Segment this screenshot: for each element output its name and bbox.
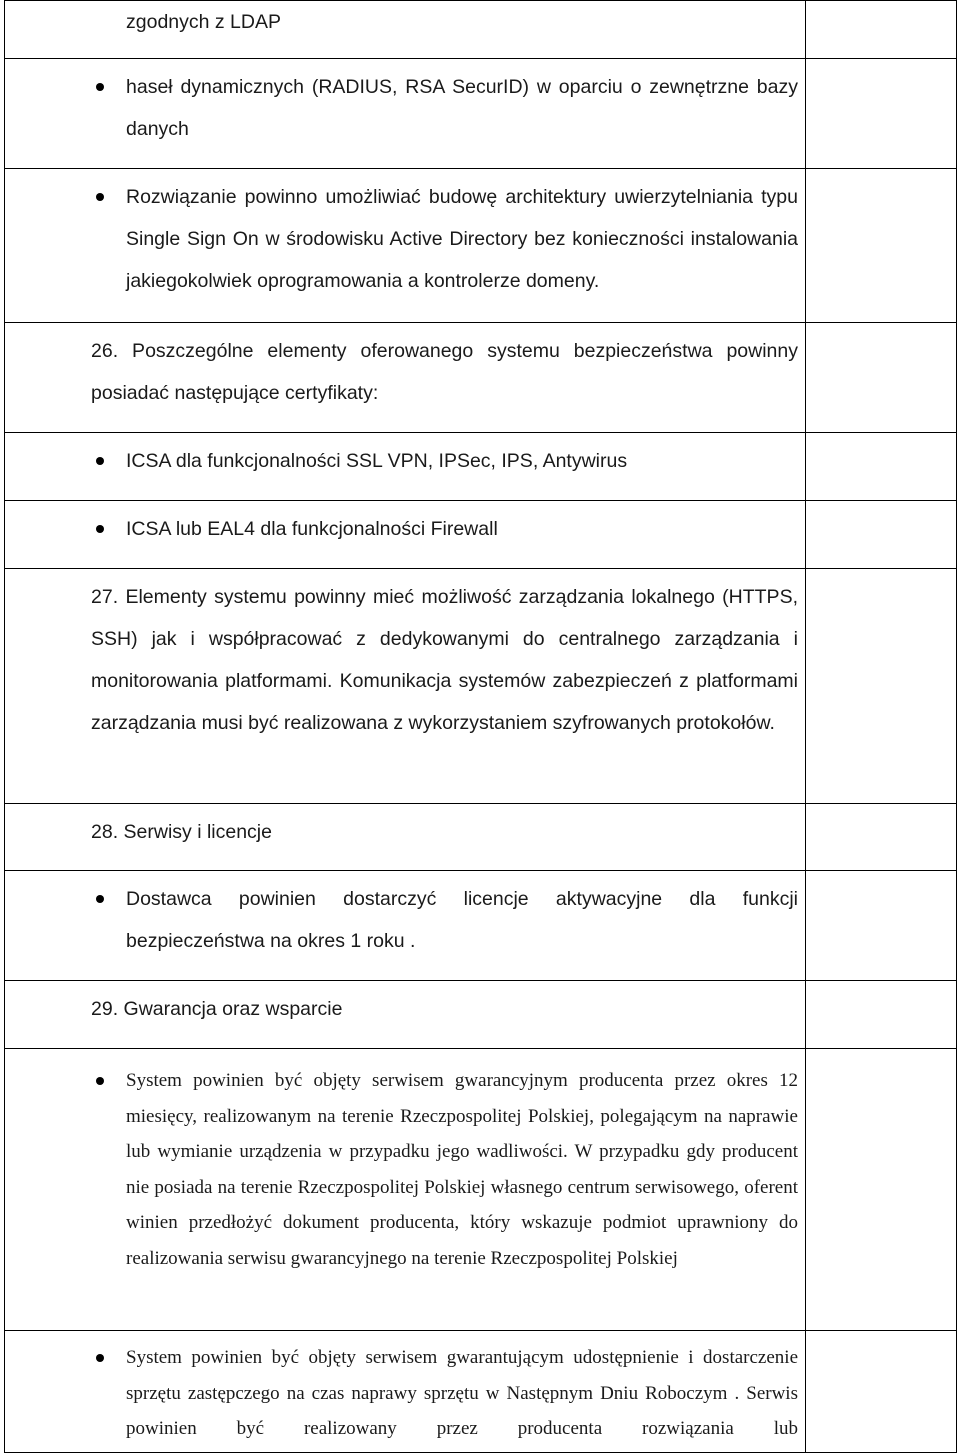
table-row [5,59,957,169]
table-row [5,804,957,871]
numbered-requirement: 28. Serwisy i licencje [91,821,272,843]
requirement-cell [5,569,806,804]
bullet-item: System powinien być objęty serwisem gwarantującym udostępnienie i dostarczenie sprzętu zastępczego na czas naprawy sprzętu w Następnym Dniu Roboczym . Serwis powinien być realizowany przez producenta rozwiązania lub [5,1331,805,1447]
continuation-text: zgodnych z LDAP [126,11,282,33]
requirement-cell [5,1331,806,1453]
response-cell [806,871,957,981]
table-row [5,323,957,433]
response-cell [806,501,957,569]
response-cell [806,1331,957,1453]
response-cell [806,1,957,59]
response-cell [806,169,957,323]
bullet-item: System powinien być objęty serwisem gwarancyjnym producenta przez okres 12 miesięcy, realizowanym na terenie Rzeczpospolitej Polskiej, polegającym na naprawie lub wymianie urządzenia w przypadku jego wadliwości. W przypadku gdy producent nie posiada na terenie Rzeczpospolitej Polskiej własnego centrum serwisowego, oferent winien przedłożyć dokument producenta, który wskazuje podmiot uprawniony do realizowania serwisu gwarancyjnego na terenie Rzeczpospolitej Polskiej [5,1049,805,1276]
requirement-cell [5,981,806,1049]
table-row [5,1049,957,1331]
table-row [5,169,957,323]
requirement-cell [5,871,806,981]
response-cell [806,323,957,433]
numbered-requirement: 27. Elementy systemu powinny mieć możliwość zarządzania lokalnego (HTTPS, SSH) jak i współpracować z dedykowanymi do centralnego zarządzania i monitorowania platformami. Komunikacja systemów zabezpieczeń z platformami zarządzania musi być realizowana z wykorzystaniem szyfrowanych protokołów. [91,586,798,734]
table-row [5,501,957,569]
response-cell [806,804,957,871]
numbered-requirement: 29. Gwarancja oraz wsparcie [91,998,343,1020]
bullet-item: haseł dynamicznych (RADIUS, RSA SecurID) w oparciu o zewnętrzne bazy danych [5,59,805,150]
response-cell [806,433,957,501]
bullet-item: Rozwiązanie powinno umożliwiać budowę architektury uwierzytelniania typu Single Sign On w środowisku Active Directory bez konieczności instalowania jakiegokolwiek oprogramowania a kontrolerze domeny. [5,169,805,302]
table-row [5,433,957,501]
table-row [5,1331,957,1453]
requirement-cell [5,501,806,569]
requirement-cell [5,323,806,433]
requirement-cell [5,169,806,323]
bullet-item: Dostawca powinien dostarczyć licencje aktywacyjne dla funkcji bezpieczeństwa na okres 1 roku . [5,871,805,962]
requirement-cell [5,1049,806,1331]
requirement-cell [5,1,806,59]
response-cell [806,569,957,804]
bullet-item: ICSA lub EAL4 dla funkcjonalności Firewall [5,501,805,550]
response-cell [806,59,957,169]
table-row [5,871,957,981]
requirements-table [4,0,957,1453]
table-row [5,981,957,1049]
response-cell [806,981,957,1049]
table-row [5,569,957,804]
response-cell [806,1049,957,1331]
requirement-cell [5,59,806,169]
table-row [5,1,957,59]
requirement-cell [5,433,806,501]
requirement-cell [5,804,806,871]
numbered-requirement: 26. Poszczególne elementy oferowanego systemu bezpieczeństwa powinny posiadać następujące certyfikaty: [91,340,798,404]
bullet-item: ICSA dla funkcjonalności SSL VPN, IPSec, IPS, Antywirus [5,433,805,482]
